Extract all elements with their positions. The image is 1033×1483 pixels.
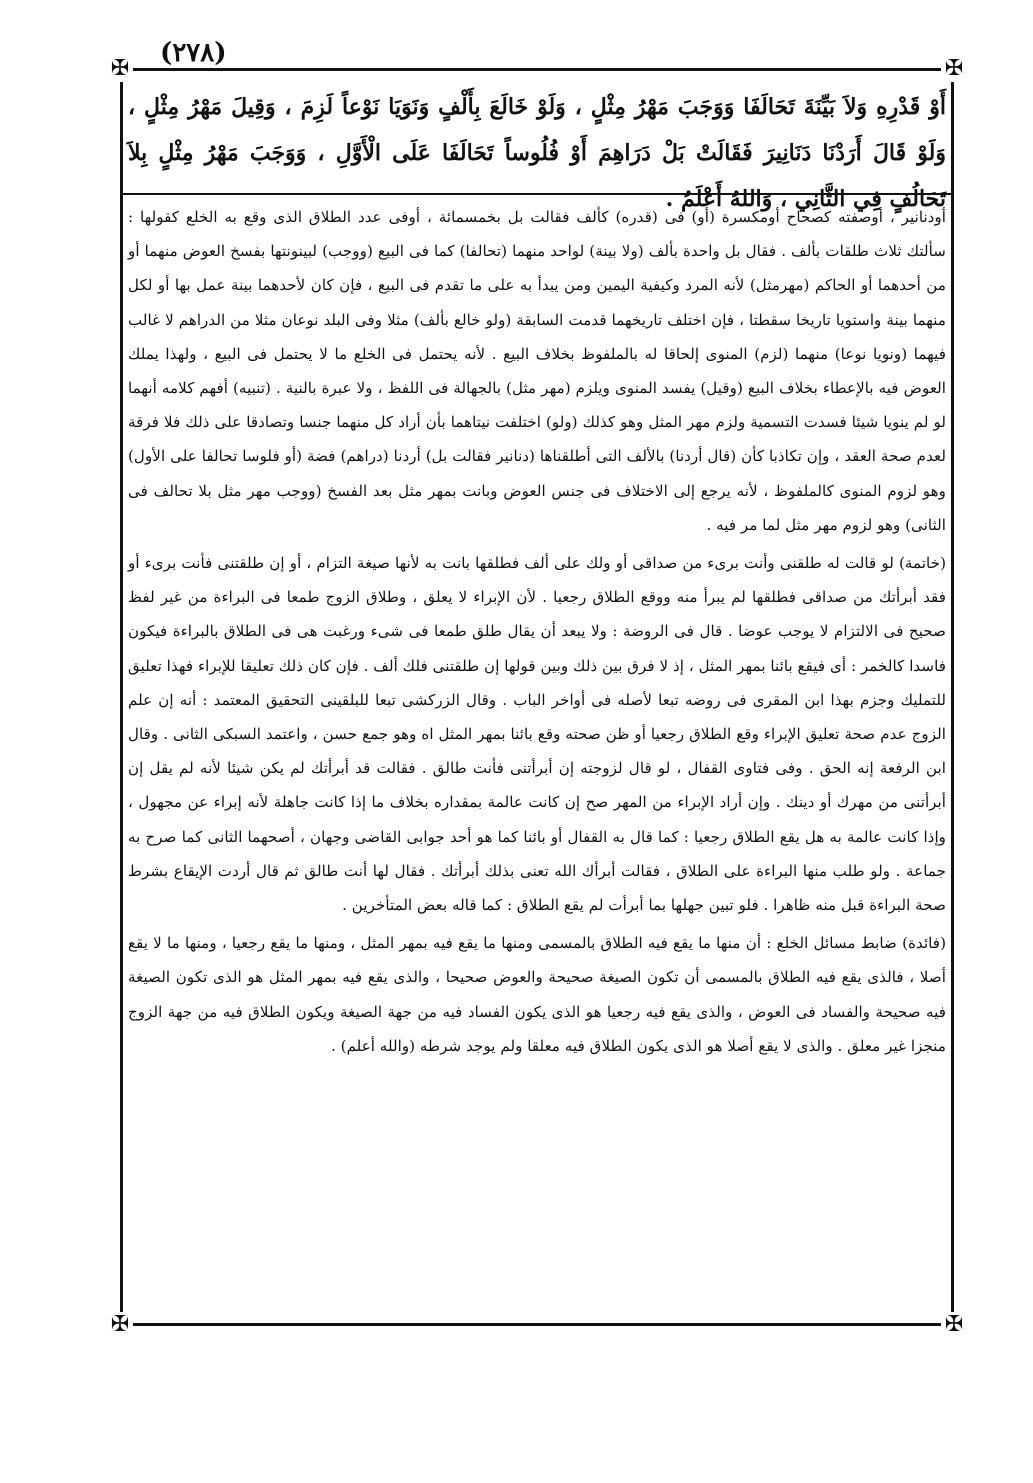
ornament-icon: ✠ [941, 1312, 967, 1338]
commentary [128, 200, 946, 1063]
matn-text: أَوْ قَدْرِهِ وَلاَ بَيِّنَةَ تَحَالَفَا وَوَجَبَ مَهْرُ مِثْلٍ ، وَلَوْ خَالَعَ بِأَلْفٍ وَنَوَيَا نَوْعاً لَزِمَ ، وَقِيلَ مَهْرُ مِثْلٍ ، وَلَوْ قَالَ أَرَدْنَا دَنَانِيرَ فَقَالَتْ بَلْ دَرَاهِمَ أَوْ فُلُوساً تَحَالَفَا عَلَى الْأَوَّلِ ، وَوَجَبَ مَهْرُ مِثْلٍ بِلاَ تَحَالُفٍ فِي الثَّانِي ، وَاللهُ أَعْلَمُ . [128, 94, 946, 212]
commentary-paragraph: أودنانير ، أوصفته كصحاح أومكسرة (أو) فى (قدره) كألف فقالت بل بخمسمائة ، أوفى عدد الطلاق الذى وقع به الخلع كقولها : سألتك ثلاث طلقات بألف . فقال بل واحدة بألف (ولا بينة) لواحد منهما (تحالفا) كما فى البيع (ووجب) لبينونتها بفسخ العوض منهما أو من أحدهما أو الحاكم (مهرمثل) لأنه المرد وكيفية اليمين ومن يبدأ به على ما تقدم فى البيع ، فإن كان لأحدهما بينة عمل بها أو لكل منهما بينة واستويا تاريخا سقطتا ، فإن اختلف تاريخهما قدمت السابقة (ولو خالع بألف) مثلا وفى البلد نوعان مثلا من الدراهم لا غالب فيهما (ونويا نوعا) منهما (لزم) المنوى إلحاقا له بالملفوظ بخلاف البيع . لأنه يحتمل فى الخلع ما لا يحتمل فى البيع ، ولهذا يملك العوض فيه بالإعطاء بخلاف البيع (وقيل) يفسد المنوى ويلزم (مهر مثل) بالجهالة فى اللفظ ، ولا عبرة بالنية . (تنبيه) أفهم كلامه أنهما لو لم ينويا شيئا فسدت التسمية ولزم مهر المثل وهو كذلك (ولو) اختلفت نيتاهما بأن أراد كل منهما جنسا وتصادقا على ذلك فلا فرقة لعدم صحة العقد ، وإن تكاذبا كأن (قال أردنا) بالألف التى أطلقناها (دنانير فقالت بل) أردنا (دراهم) فضة (أو فلوسا تحالفا على الأول) وهو لزوم المنوى كالملفوظ ، لأنه يرجع إلى الاختلاف فى جنس العوض وبانت بمهر مثل بعد الفسخ (ووجب مهر مثل بلا تحالف فى الثانى) وهو لزوم مهر مثل لما مر فيه . [128, 208, 946, 534]
commentary-paragraph: (خاتمة) لو قالت له طلقنى وأنت برىء من صداقى أو ولك على ألف فطلقها بانت به لأنها صيغة التزام ، أو إن طلقتنى فأنت برىء أو فقد أبرأتك من صداقى فطلقها لم يبرأ منه ووقع الطلاق رجعيا . لأن الإبراء لا يعلق ، وطلاق الزوج طمعا فى البراءة من غير لفظ صحيح فى الالتزام لا يوجب عوضا . قال فى الروضة : ولا يبعد أن يقال طلق طمعا فى شىء ورغبت هى فى الطلاق بالبراءة فيكون فاسدا كالخمر : أى فيقع بائنا بمهر المثل ، إذ لا فرق بين ذلك وبين قولها إن طلقتنى فلك ألف . فإن كان ذلك تعليقا للإبراء فهذا تعليق للتمليك وجزم بهذا ابن المقرى فى روضه تبعا لأصله فى أواخر الباب . وقال الزركشى تبعا للبلقينى التحقيق المعتمد : أنه إن علم الزوج عدم صحة تعليق الإبراء وقع الطلاق رجعيا أو ظن صحته وقع بائنا بمهر المثل اه وهو جمع حسن ، واعتمد السبكى الثانى . وقال ابن الرفعة إنه الحق . وفى فتاوى القفال ، لو قال لزوجته إن أبرأتنى فأنت طالق . فقالت قد أبرأتك لم يكن شيئا لأنه لم يقل إن أبرأتنى من مهرك أو دينك . وإن أراد الإبراء من المهر صح إن كانت عالمة بمقداره بخلاف ما إذا كانت جاهلة لأنه إبراء عن مجهول ، وإذا كانت عالمة به هل يقع الطلاق رجعيا : كما قال به القفال أو بائنا كما هو أحد جوابى القاضى وجهان ، أصحهما الثانى كما صرح به جماعة . ولو طلب منها البراءة على الطلاق ، فقالت أبرأك الله تعنى بذلك أبرأتك . فقال لها أنت طالق ثم قال أردت الإيقاع بشرط صحة البراءة قبل منه ظاهرا . فلو تبين جهلها بما أبرأت لم يقع الطلاق : كما قاله بعض المتأخرين . [128, 554, 946, 915]
ornament-icon: ✠ [107, 56, 133, 82]
separator-rule [123, 193, 951, 195]
ornament-icon: ✠ [941, 56, 967, 82]
commentary-paragraph: (فائدة) ضابط مسائل الخلع : أن منها ما يقع فيه الطلاق بالمسمى ومنها ما يقع فيه بمهر المثل ، ومنها ما يقع رجعيا ، ومنها ما لا يقع أصلا ، فالذى يقع فيه الطلاق بالمسمى أن تكون الصيغة صحيحة والعوض صحيحا ، والذى يقع فيه بمهر المثل هو الذى تكون الصيغة فيه صحيحة والفساد فى العوض ، والذى يقع فيه رجعيا هو الذى يكون الفساد فيه من جهة الصيغة ويكون الطلاق فيه من جهة الزوج منجزا غير معلق . والذى لا يقع أصلا هو الذى يكون الطلاق فيه معلقا ولم يوجد شرطه (والله أعلم) . [128, 934, 946, 1055]
ornament-icon: ✠ [107, 1312, 133, 1338]
page-number: (٢٧٨) [160, 38, 227, 68]
